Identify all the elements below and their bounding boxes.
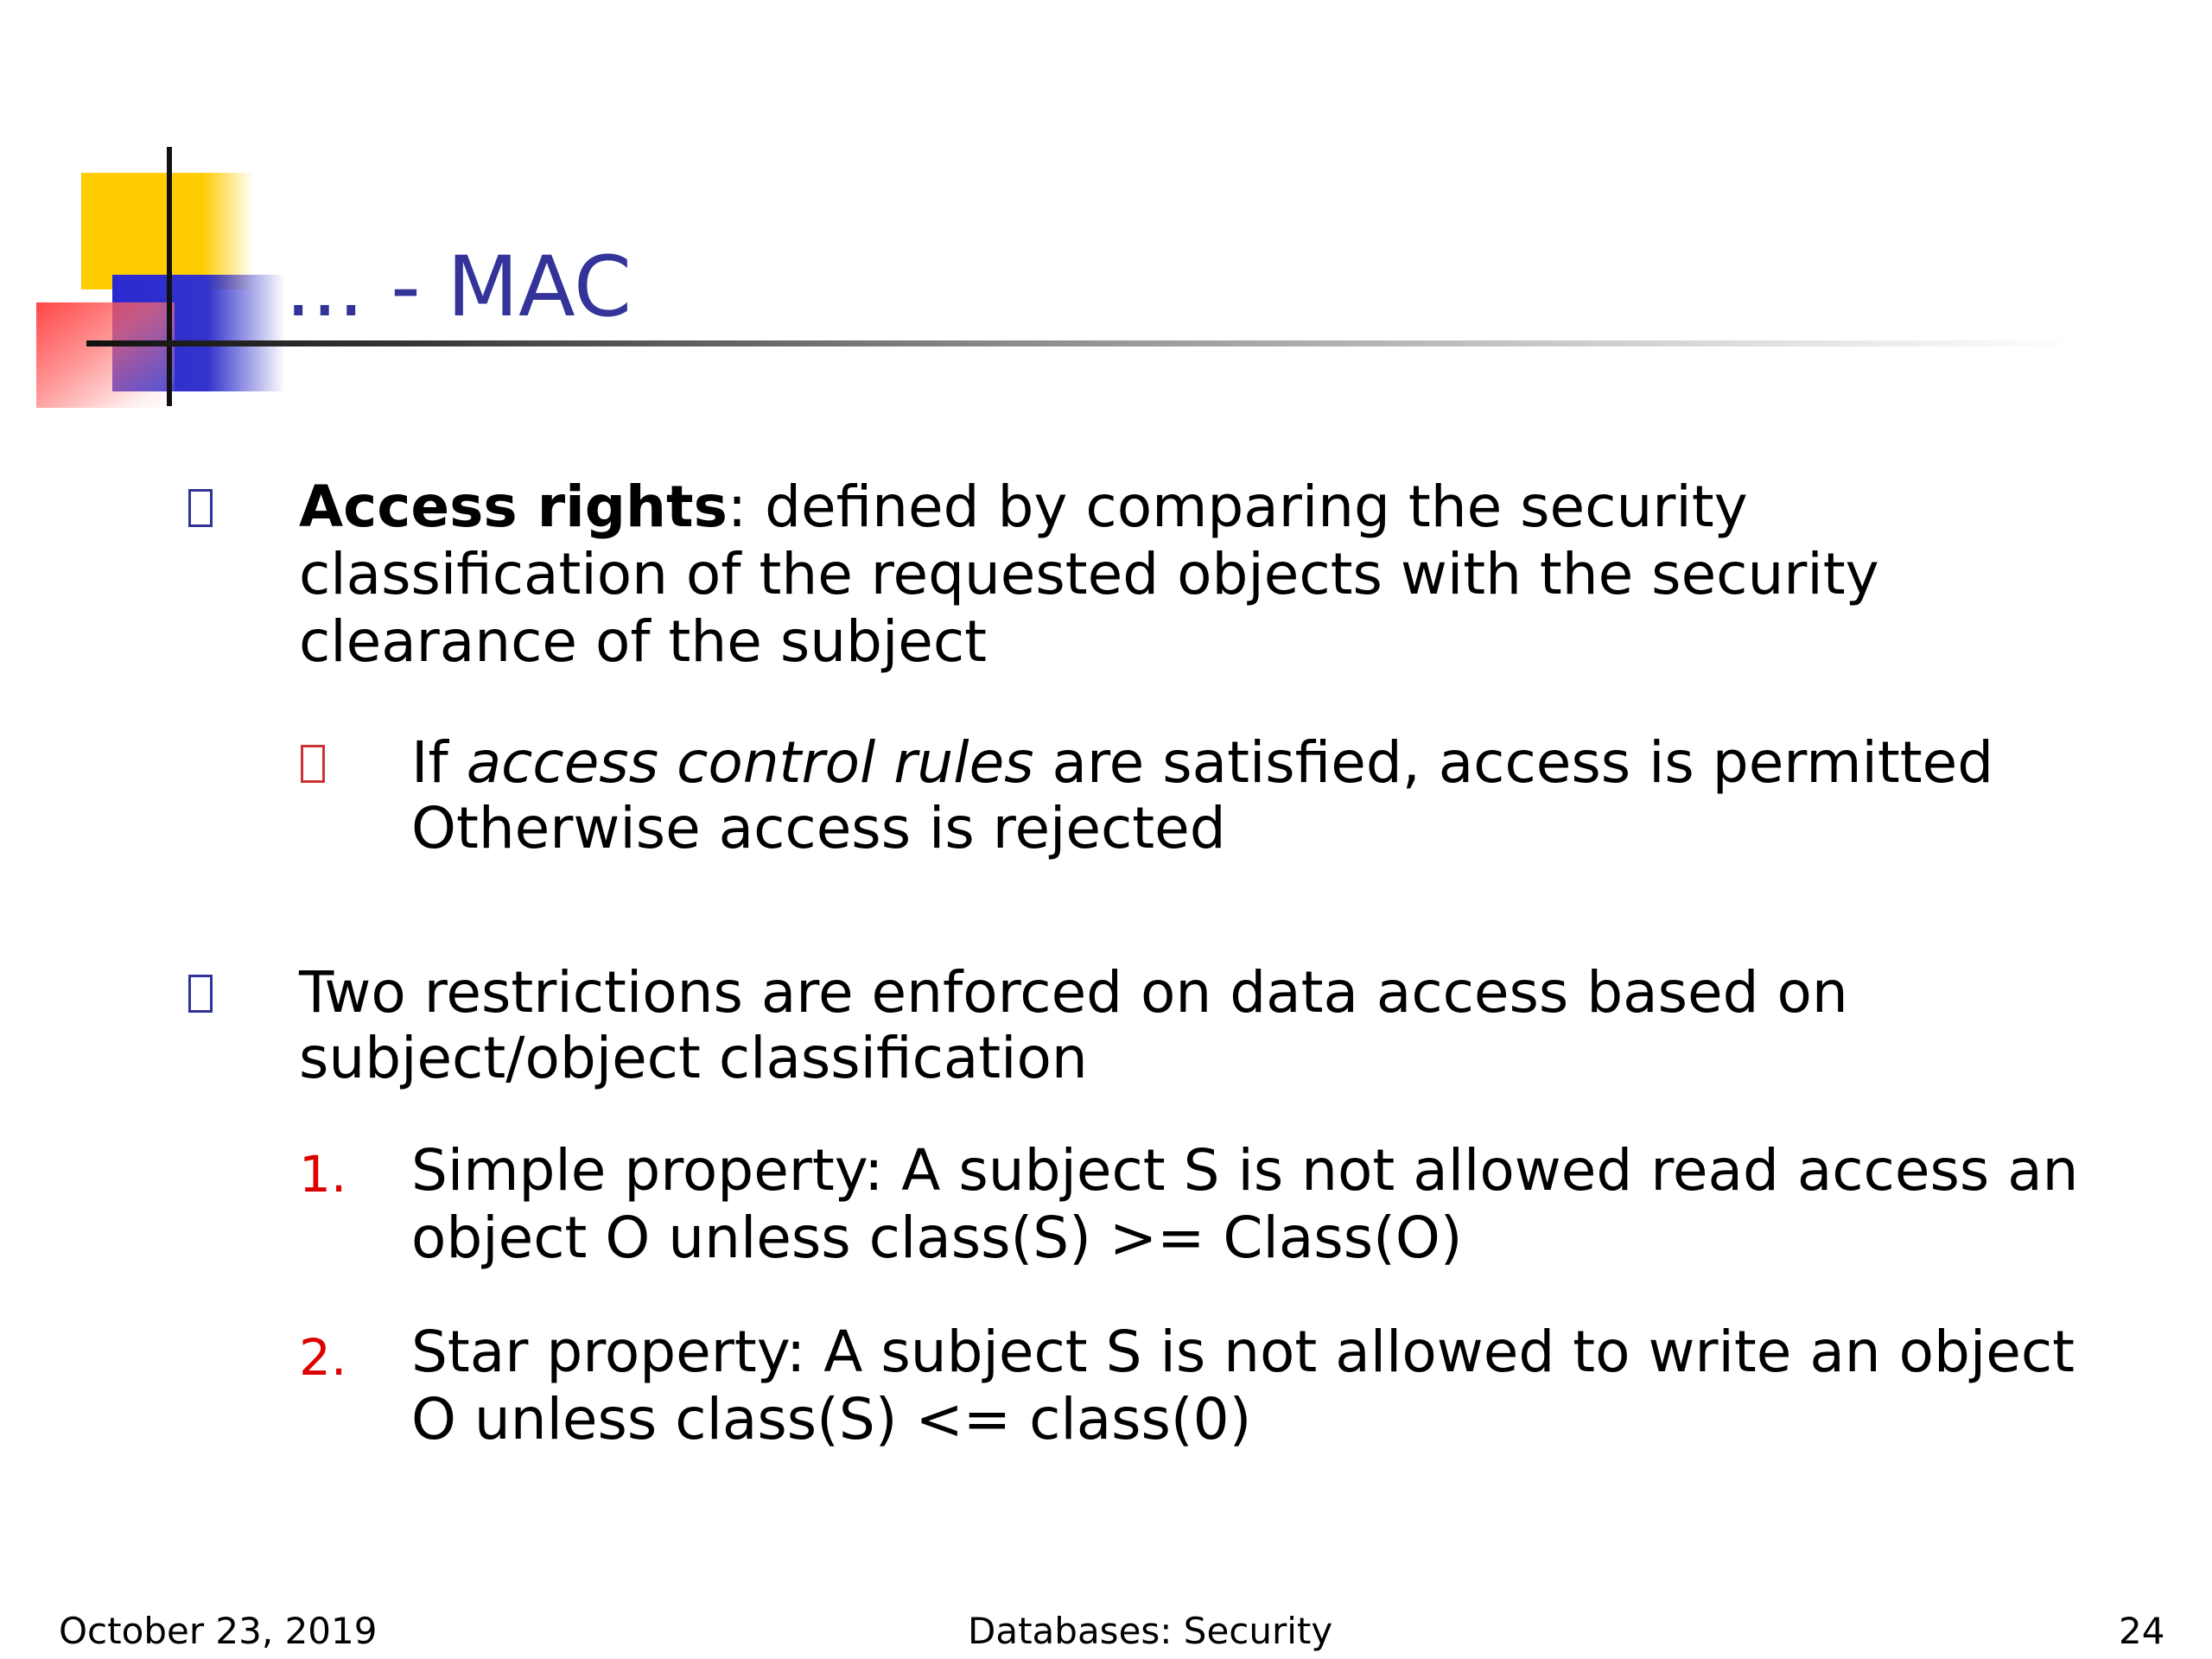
numbered-item-1-line-1: Simple property: A subject S is not allowed read access an — [411, 1137, 2079, 1204]
footer-date: October 23, 2019 — [59, 1610, 378, 1652]
sub-bullet-line-1 — [411, 729, 1993, 797]
sub-bullet-line-2: Otherwise access is rejected — [411, 795, 1226, 861]
bullet-2-line-1: Two restrictions are enforced on data access based on — [299, 959, 1848, 1026]
slide-title: ... - MAC — [285, 238, 632, 335]
bullet-1-line-1 — [299, 474, 1748, 541]
title-underline — [86, 340, 2074, 346]
bullet-2-line-2: subject/object classification — [299, 1025, 1088, 1091]
bullet-1-line-3: clearance of the subject — [299, 608, 988, 675]
numbered-item-1-line-2: object O unless class(S) >= Class(O) — [411, 1205, 1463, 1271]
bullet-1-bold: Access rights — [299, 474, 728, 540]
decor-vertical-line — [167, 147, 172, 406]
footer-course: Databases: Security — [968, 1610, 1333, 1652]
sub-bullet-square-icon — [301, 745, 325, 783]
numbered-item-2-number: 2. — [299, 1328, 347, 1387]
bullet-square-icon — [188, 489, 213, 527]
footer-page-number: 24 — [2119, 1610, 2165, 1652]
numbered-item-2-line-2: O unless class(S) <= class(0) — [411, 1386, 1252, 1452]
bullet-square-icon — [188, 975, 213, 1013]
bullet-1-line-2: classification of the requested objects with the security — [299, 541, 1879, 607]
decor-red-square — [36, 302, 175, 408]
sub-bullet-italic: access control rules — [466, 729, 1034, 796]
sub-bullet-prefix: If — [411, 729, 467, 796]
sub-bullet-line-1-rest: are satisfied, access is permitted — [1033, 729, 1994, 796]
numbered-item-2-line-1: Star property: A subject S is not allowed to write an object — [411, 1319, 2075, 1385]
bullet-1-line-1-rest: : defined by comparing the security — [727, 474, 1748, 540]
numbered-item-1-number: 1. — [299, 1145, 347, 1204]
